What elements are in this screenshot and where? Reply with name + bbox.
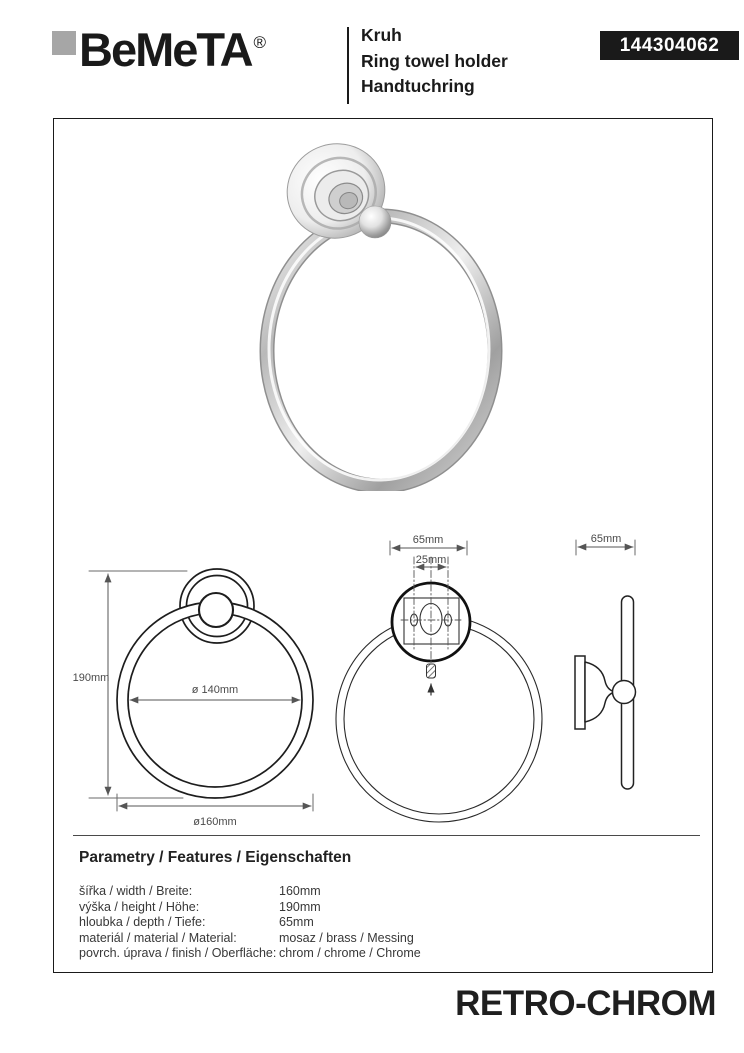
table-row xyxy=(79,931,689,947)
mount-hole-spacing-label: 25mm xyxy=(415,554,447,566)
param-value-finish: chrom / chrome / Chrome xyxy=(279,946,421,961)
product-names xyxy=(361,23,508,100)
brand-logo xyxy=(79,22,266,77)
mount-view-drawing xyxy=(336,534,542,822)
param-value-material: mosaz / brass / Messing xyxy=(279,930,414,945)
param-label-finish: povrch. úprava / finish / Oberfläche: xyxy=(79,946,277,961)
param-value-depth: 65mm xyxy=(279,915,314,930)
product-name-de: Handtuchring xyxy=(361,76,475,96)
param-label-height: výška / height / Höhe: xyxy=(79,899,200,914)
brand-wordmark: BeMeTA xyxy=(79,23,252,76)
mount-width-label: 65mm xyxy=(412,534,444,546)
product-code-badge: 144304062 xyxy=(600,31,739,60)
registered-mark-icon: ® xyxy=(253,33,267,52)
table-row xyxy=(79,946,689,962)
param-label-width: šířka / width / Breite: xyxy=(79,884,193,898)
table-row xyxy=(79,915,689,931)
screw-symbol xyxy=(427,664,436,678)
front-view-drawing xyxy=(73,569,313,828)
table-row xyxy=(79,900,689,916)
product-name-en: Ring towel holder xyxy=(361,50,508,71)
side-depth-label: 65mm xyxy=(590,533,622,545)
parameters-title: Parametry / Features / Eigenschaften xyxy=(79,849,352,866)
param-label-depth: hloubka / depth / Tiefe: xyxy=(79,915,206,930)
series-name: RETRO-CHROM xyxy=(455,984,716,1023)
front-outer-diameter-label: ø160mm xyxy=(193,816,237,828)
product-photo xyxy=(231,131,551,491)
param-label-material: materiál / material / Material: xyxy=(79,930,237,945)
product-name-cs: Kruh xyxy=(361,25,402,45)
photo-ball-joint xyxy=(359,206,391,238)
param-value-height: 190mm xyxy=(279,899,321,914)
header-divider xyxy=(347,27,349,104)
brand-logo-square xyxy=(52,31,76,55)
front-height-label: 190mm xyxy=(72,672,110,684)
technical-drawings xyxy=(54,526,714,846)
parameters-section xyxy=(79,849,689,962)
section-separator xyxy=(73,835,700,836)
parameters-table xyxy=(79,884,689,962)
content-frame xyxy=(53,118,713,973)
side-view-drawing xyxy=(575,533,636,789)
table-row xyxy=(79,884,689,900)
param-value-width: 160mm xyxy=(279,884,321,898)
front-inner-diameter-label: ø 140mm xyxy=(191,684,239,696)
